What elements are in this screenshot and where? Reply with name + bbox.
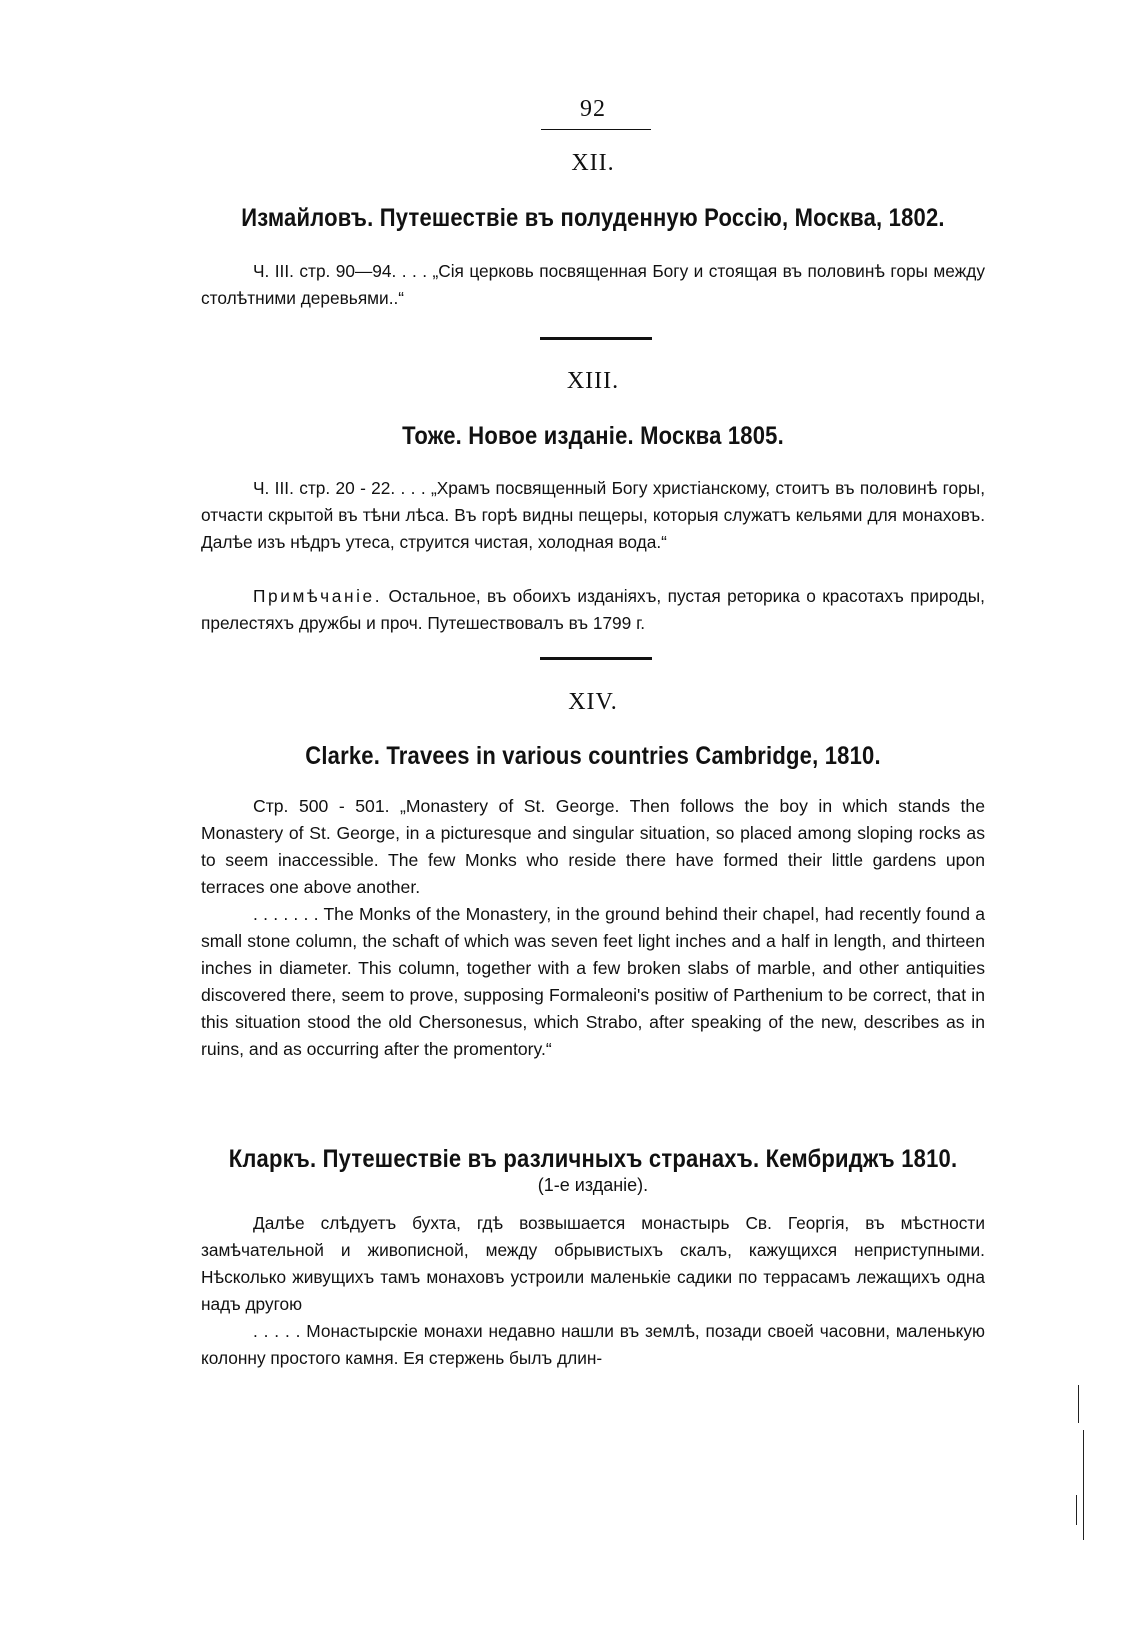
section-divider: [540, 657, 652, 660]
scan-margin-mark: [1083, 1430, 1084, 1540]
scan-margin-mark: [1078, 1385, 1079, 1423]
section-paragraph: . . . . . Монастырскіе монахи недавно нашли въ землѣ, позади своей часовни, маленькую колонну простого камня. Ея стержень былъ длин-: [201, 1321, 985, 1368]
section-paragraph: Ч. III. стр. 20 - 22. . . . „Храмъ посвященный Богу христіанскому, стоитъ въ половинѣ горы, отчасти скрытой въ тѣни лѣса. Въ горѣ видны пещеры, которыя служатъ кельями для монаховъ. Далѣе изъ нѣдръ утеса, струится чистая, холодная вода.“: [201, 478, 985, 552]
note-text: Остальное, въ обоихъ изданіяхъ, пустая реторика о красотахъ природы, прелестяхъ дружбы и проч. Путешествовалъ въ 1799 г.: [201, 586, 985, 633]
scan-margin-mark: [1076, 1495, 1077, 1525]
section-numeral: XII.: [571, 150, 615, 176]
page-number-rule: [541, 129, 651, 130]
section-heading: Измайловъ. Путешествіе въ полуденную Россію, Москва, 1802.: [241, 203, 945, 232]
section-paragraph: Стр. 500 - 501. „Monastery of St. George. Then follows the boy in which stands the Monastery of St. George, in a picturesque and singular situation, so placed among sloping rocks as to seem inaccessible. The few Monks who reside there have formed their little gardens upon terraces one above another.: [201, 796, 985, 897]
section-paragraph: Далѣе слѣдуетъ бухта, гдѣ возвышается монастырь Св. Георгія, въ мѣстности замѣчательной и живописной, между обрывистыхъ скалъ, кажущихся неприступными. Нѣсколько живущихъ тамъ монаховъ устроили маленькіе садики по террасамъ лежащихъ одна надъ другою: [201, 1213, 985, 1314]
section-paragraph: . . . . . . . The Monks of the Monastery, in the ground behind their chapel, had recently found a small stone column, the schaft of which was seven feet light inches and a half in length, and thirteen inches in diameter. This column, together with a few broken slabs of marble, and other antiquities discovered there, seem to prove, supposing Formaleoni's positiw of Parthenium to be correct, that in this situation stood the old Chersonesus, which Strabo, after speaking of the new, describes as in ruins, and as occurring after the promentory.“: [201, 904, 985, 1059]
section-heading: Кларкъ. Путешествіе въ различныхъ странахъ. Кембриджъ 1810.: [228, 1144, 958, 1173]
section-heading: Тоже. Новое изданіе. Москва 1805.: [402, 421, 784, 450]
section-divider: [540, 337, 652, 340]
note-label: Примѣчаніе.: [253, 586, 383, 606]
section-numeral: XIV.: [568, 689, 618, 715]
page-number: 92: [580, 96, 606, 122]
section-paragraph: Ч. III. стр. 90—94. . . . „Сія церковь посвященная Богу и стоящая въ половинѣ горы между столѣтними деревьями..“: [201, 261, 985, 308]
section-heading: Clarke. Travees in various countries Cambridge, 1810.: [305, 741, 881, 770]
section-subheading: (1-е изданіе).: [537, 1175, 649, 1195]
section-note: [201, 583, 985, 637]
section-numeral: XIII.: [566, 368, 620, 394]
